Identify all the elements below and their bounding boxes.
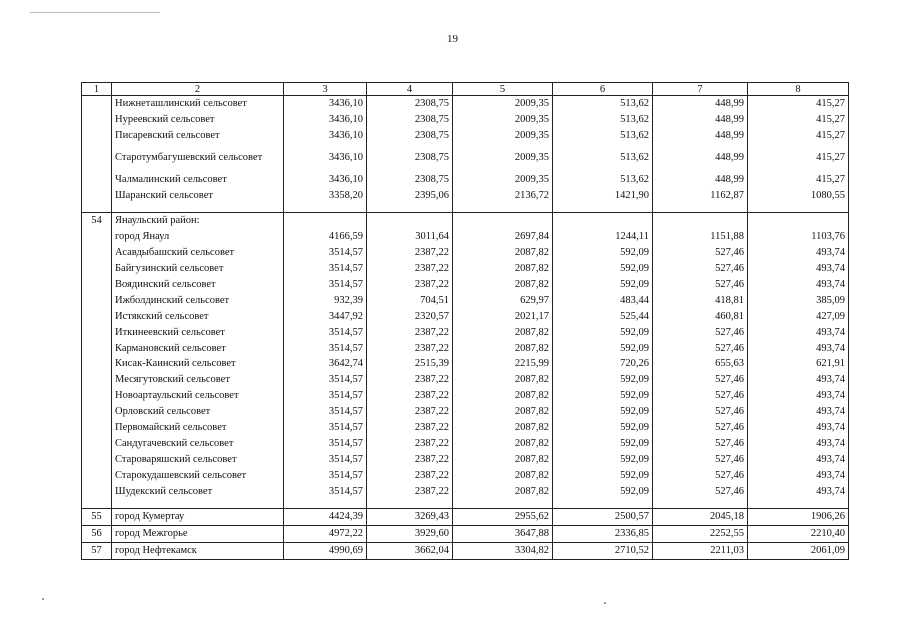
row-number bbox=[82, 144, 112, 172]
value-cell: 527,46 bbox=[653, 452, 748, 468]
scan-artifact-line bbox=[30, 12, 160, 13]
value-cell: 592,09 bbox=[553, 404, 653, 420]
row-number bbox=[82, 188, 112, 204]
value-cell: 720,26 bbox=[553, 356, 653, 372]
value-cell: 527,46 bbox=[653, 261, 748, 277]
empty-cell bbox=[112, 203, 284, 213]
value-cell: 3929,60 bbox=[367, 526, 453, 543]
scan-speck bbox=[604, 602, 606, 604]
row-number bbox=[82, 372, 112, 388]
value-cell: 2320,57 bbox=[367, 309, 453, 325]
value-cell: 513,62 bbox=[553, 112, 653, 128]
row-number bbox=[82, 388, 112, 404]
value-cell: 3647,88 bbox=[453, 526, 553, 543]
value-cell: 415,27 bbox=[748, 144, 849, 172]
value-cell: 2336,85 bbox=[553, 526, 653, 543]
table-row bbox=[82, 245, 849, 261]
value-cell: 493,74 bbox=[748, 468, 849, 484]
value-cell: 2087,82 bbox=[453, 245, 553, 261]
col-header: 3 bbox=[284, 83, 367, 96]
empty-cell bbox=[653, 499, 748, 509]
value-cell: 2308,75 bbox=[367, 96, 453, 112]
value-cell: 655,63 bbox=[653, 356, 748, 372]
settlement-name: Новоартаульский сельсовет bbox=[112, 388, 284, 404]
value-cell: 2211,03 bbox=[653, 543, 748, 560]
settlement-name: Месягутовский сельсовет bbox=[112, 372, 284, 388]
row-number bbox=[82, 245, 112, 261]
value-cell: 2136,72 bbox=[453, 188, 553, 204]
value-cell: 3514,57 bbox=[284, 245, 367, 261]
value-cell: 415,27 bbox=[748, 172, 849, 188]
value-cell: 1103,76 bbox=[748, 229, 849, 245]
table-body bbox=[82, 83, 849, 560]
spacer-row bbox=[82, 203, 849, 213]
col-header: 4 bbox=[367, 83, 453, 96]
empty-cell bbox=[553, 499, 653, 509]
value-cell: 2087,82 bbox=[453, 468, 553, 484]
settlement-name: город Кумертау bbox=[112, 509, 284, 526]
table-row bbox=[82, 452, 849, 468]
table-row bbox=[82, 526, 849, 543]
table-row bbox=[82, 144, 849, 172]
empty-cell bbox=[112, 499, 284, 509]
row-number bbox=[82, 261, 112, 277]
col-header: 5 bbox=[453, 83, 553, 96]
value-cell: 1906,26 bbox=[748, 509, 849, 526]
value-cell: 3514,57 bbox=[284, 436, 367, 452]
settlement-name: Шаранский сельсовет bbox=[112, 188, 284, 204]
value-cell: 3436,10 bbox=[284, 172, 367, 188]
value-cell: 2009,35 bbox=[453, 96, 553, 112]
value-cell: 2387,22 bbox=[367, 404, 453, 420]
table-row bbox=[82, 172, 849, 188]
row-number bbox=[82, 468, 112, 484]
value-cell: 493,74 bbox=[748, 341, 849, 357]
table-row bbox=[82, 112, 849, 128]
value-cell: 621,91 bbox=[748, 356, 849, 372]
settlement-name: Сандугачевский сельсовет bbox=[112, 436, 284, 452]
col-header: 7 bbox=[653, 83, 748, 96]
row-number bbox=[82, 341, 112, 357]
value-cell: 2087,82 bbox=[453, 372, 553, 388]
value-cell: 493,74 bbox=[748, 261, 849, 277]
value-cell: 2387,22 bbox=[367, 468, 453, 484]
value-cell: 2387,22 bbox=[367, 452, 453, 468]
value-cell: 592,09 bbox=[553, 436, 653, 452]
value-cell: 2308,75 bbox=[367, 144, 453, 172]
table-row bbox=[82, 277, 849, 293]
value-cell: 2387,22 bbox=[367, 261, 453, 277]
settlement-name: Воядинский сельсовет bbox=[112, 277, 284, 293]
settlement-name: Шудекский сельсовет bbox=[112, 484, 284, 500]
empty-cell bbox=[82, 203, 112, 213]
settlement-name: Нуреевский сельсовет bbox=[112, 112, 284, 128]
value-cell: 592,09 bbox=[553, 245, 653, 261]
value-cell: 1421,90 bbox=[553, 188, 653, 204]
value-cell: 448,99 bbox=[653, 144, 748, 172]
value-cell: 2021,17 bbox=[453, 309, 553, 325]
settlement-name: Орловский сельсовет bbox=[112, 404, 284, 420]
value-cell: 4424,39 bbox=[284, 509, 367, 526]
value-cell: 2087,82 bbox=[453, 420, 553, 436]
value-cell: 2515,39 bbox=[367, 356, 453, 372]
value-cell: 3514,57 bbox=[284, 277, 367, 293]
value-cell: 2387,22 bbox=[367, 436, 453, 452]
value-cell: 2387,22 bbox=[367, 277, 453, 293]
table-row bbox=[82, 436, 849, 452]
value-cell: 427,09 bbox=[748, 309, 849, 325]
value-cell: 493,74 bbox=[748, 452, 849, 468]
value-cell: 2387,22 bbox=[367, 325, 453, 341]
value-cell: 3514,57 bbox=[284, 341, 367, 357]
value-cell: 2045,18 bbox=[653, 509, 748, 526]
settlement-name: Кисак-Каинский сельсовет bbox=[112, 356, 284, 372]
empty-cell bbox=[82, 499, 112, 509]
row-number bbox=[82, 325, 112, 341]
value-cell: 3358,20 bbox=[284, 188, 367, 204]
value-cell: 3514,57 bbox=[284, 452, 367, 468]
settlement-name: Истякский сельсовет bbox=[112, 309, 284, 325]
row-number bbox=[82, 172, 112, 188]
value-cell: 3514,57 bbox=[284, 404, 367, 420]
row-number: 56 bbox=[82, 526, 112, 543]
value-cell: 3436,10 bbox=[284, 112, 367, 128]
value-cell: 483,44 bbox=[553, 293, 653, 309]
settlement-name: Байгузинский сельсовет bbox=[112, 261, 284, 277]
settlement-name: Писаревский сельсовет bbox=[112, 128, 284, 144]
value-cell: 3011,64 bbox=[367, 229, 453, 245]
group-title-row bbox=[82, 213, 849, 229]
value-cell: 527,46 bbox=[653, 388, 748, 404]
value-cell: 448,99 bbox=[653, 128, 748, 144]
table-row bbox=[82, 388, 849, 404]
spacer-row bbox=[82, 499, 849, 509]
value-cell: 592,09 bbox=[553, 372, 653, 388]
table-row bbox=[82, 468, 849, 484]
value-cell: 3514,57 bbox=[284, 388, 367, 404]
empty-cell bbox=[367, 499, 453, 509]
value-cell: 2387,22 bbox=[367, 341, 453, 357]
value-cell: 3514,57 bbox=[284, 261, 367, 277]
table-row bbox=[82, 293, 849, 309]
value-cell: 3436,10 bbox=[284, 128, 367, 144]
value-cell: 1080,55 bbox=[748, 188, 849, 204]
row-number bbox=[82, 356, 112, 372]
value-cell: 2087,82 bbox=[453, 404, 553, 420]
empty-cell bbox=[284, 213, 367, 229]
value-cell: 493,74 bbox=[748, 484, 849, 500]
empty-cell bbox=[748, 203, 849, 213]
value-cell: 2308,75 bbox=[367, 112, 453, 128]
empty-cell bbox=[553, 213, 653, 229]
col-header: 8 bbox=[748, 83, 849, 96]
settlement-name: Чалмалинский сельсовет bbox=[112, 172, 284, 188]
settlement-name: Кармановский сельсовет bbox=[112, 341, 284, 357]
value-cell: 2500,57 bbox=[553, 509, 653, 526]
value-cell: 448,99 bbox=[653, 172, 748, 188]
row-number bbox=[82, 484, 112, 500]
value-cell: 932,39 bbox=[284, 293, 367, 309]
empty-cell bbox=[553, 203, 653, 213]
empty-cell bbox=[453, 203, 553, 213]
value-cell: 493,74 bbox=[748, 372, 849, 388]
value-cell: 460,81 bbox=[653, 309, 748, 325]
page-number: 19 bbox=[447, 33, 458, 45]
value-cell: 2215,99 bbox=[453, 356, 553, 372]
row-number bbox=[82, 404, 112, 420]
empty-cell bbox=[453, 499, 553, 509]
empty-cell bbox=[748, 213, 849, 229]
table-row bbox=[82, 372, 849, 388]
table-row bbox=[82, 229, 849, 245]
value-cell: 3447,92 bbox=[284, 309, 367, 325]
value-cell: 513,62 bbox=[553, 144, 653, 172]
value-cell: 415,27 bbox=[748, 96, 849, 112]
value-cell: 592,09 bbox=[553, 468, 653, 484]
value-cell: 2955,62 bbox=[453, 509, 553, 526]
row-number: 57 bbox=[82, 543, 112, 560]
value-cell: 4990,69 bbox=[284, 543, 367, 560]
table-row bbox=[82, 309, 849, 325]
table-row bbox=[82, 356, 849, 372]
table-row bbox=[82, 96, 849, 112]
value-cell: 527,46 bbox=[653, 404, 748, 420]
scan-speck bbox=[42, 598, 44, 600]
value-cell: 493,74 bbox=[748, 388, 849, 404]
value-cell: 592,09 bbox=[553, 325, 653, 341]
settlement-name: город Нефтекамск bbox=[112, 543, 284, 560]
settlement-name: Нижнеташлинский сельсовет bbox=[112, 96, 284, 112]
value-cell: 493,74 bbox=[748, 404, 849, 420]
value-cell: 527,46 bbox=[653, 277, 748, 293]
empty-cell bbox=[653, 203, 748, 213]
value-cell: 592,09 bbox=[553, 420, 653, 436]
value-cell: 2061,09 bbox=[748, 543, 849, 560]
value-cell: 2308,75 bbox=[367, 128, 453, 144]
value-cell: 527,46 bbox=[653, 245, 748, 261]
value-cell: 527,46 bbox=[653, 468, 748, 484]
district-title: Янаульский район: bbox=[112, 213, 284, 229]
settlement-name: Первомайский сельсовет bbox=[112, 420, 284, 436]
value-cell: 2308,75 bbox=[367, 172, 453, 188]
value-cell: 592,09 bbox=[553, 277, 653, 293]
value-cell: 592,09 bbox=[553, 452, 653, 468]
col-header: 6 bbox=[553, 83, 653, 96]
value-cell: 525,44 bbox=[553, 309, 653, 325]
value-cell: 3514,57 bbox=[284, 468, 367, 484]
settlement-name: Старотумбагушевский сельсовет bbox=[112, 144, 284, 172]
table-row bbox=[82, 420, 849, 436]
value-cell: 3642,74 bbox=[284, 356, 367, 372]
value-cell: 2087,82 bbox=[453, 484, 553, 500]
value-cell: 2087,82 bbox=[453, 388, 553, 404]
value-cell: 3514,57 bbox=[284, 420, 367, 436]
row-number bbox=[82, 309, 112, 325]
row-number bbox=[82, 128, 112, 144]
value-cell: 2087,82 bbox=[453, 325, 553, 341]
table-row bbox=[82, 543, 849, 560]
row-number bbox=[82, 420, 112, 436]
value-cell: 2087,82 bbox=[453, 452, 553, 468]
value-cell: 4972,22 bbox=[284, 526, 367, 543]
empty-cell bbox=[367, 213, 453, 229]
table-row bbox=[82, 509, 849, 526]
value-cell: 2697,84 bbox=[453, 229, 553, 245]
value-cell: 513,62 bbox=[553, 128, 653, 144]
value-cell: 448,99 bbox=[653, 112, 748, 128]
row-number: 55 bbox=[82, 509, 112, 526]
value-cell: 3514,57 bbox=[284, 372, 367, 388]
value-cell: 415,27 bbox=[748, 112, 849, 128]
table-row bbox=[82, 484, 849, 500]
settlement-name: Асавдыбашский сельсовет bbox=[112, 245, 284, 261]
value-cell: 415,27 bbox=[748, 128, 849, 144]
settlement-name: город Янаул bbox=[112, 229, 284, 245]
table-row bbox=[82, 188, 849, 204]
value-cell: 385,09 bbox=[748, 293, 849, 309]
value-cell: 4166,59 bbox=[284, 229, 367, 245]
value-cell: 2387,22 bbox=[367, 388, 453, 404]
value-cell: 493,74 bbox=[748, 325, 849, 341]
value-cell: 3514,57 bbox=[284, 325, 367, 341]
value-cell: 2087,82 bbox=[453, 341, 553, 357]
value-cell: 2387,22 bbox=[367, 420, 453, 436]
settlement-name: Ижболдинский сельсовет bbox=[112, 293, 284, 309]
empty-cell bbox=[653, 213, 748, 229]
value-cell: 2087,82 bbox=[453, 436, 553, 452]
value-cell: 3304,82 bbox=[453, 543, 553, 560]
value-cell: 2009,35 bbox=[453, 112, 553, 128]
value-cell: 2009,35 bbox=[453, 172, 553, 188]
value-cell: 2009,35 bbox=[453, 144, 553, 172]
empty-cell bbox=[748, 499, 849, 509]
row-number bbox=[82, 436, 112, 452]
table-row bbox=[82, 404, 849, 420]
settlement-name: Старокудашевский сельсовет bbox=[112, 468, 284, 484]
value-cell: 2395,06 bbox=[367, 188, 453, 204]
row-number bbox=[82, 277, 112, 293]
value-cell: 527,46 bbox=[653, 420, 748, 436]
value-cell: 2252,55 bbox=[653, 526, 748, 543]
col-header: 2 bbox=[112, 83, 284, 96]
value-cell: 2087,82 bbox=[453, 277, 553, 293]
empty-cell bbox=[367, 203, 453, 213]
value-cell: 2387,22 bbox=[367, 372, 453, 388]
value-cell: 527,46 bbox=[653, 325, 748, 341]
row-number bbox=[82, 452, 112, 468]
value-cell: 592,09 bbox=[553, 388, 653, 404]
table-row bbox=[82, 341, 849, 357]
value-cell: 513,62 bbox=[553, 172, 653, 188]
value-cell: 527,46 bbox=[653, 341, 748, 357]
value-cell: 2710,52 bbox=[553, 543, 653, 560]
value-cell: 493,74 bbox=[748, 436, 849, 452]
row-number: 54 bbox=[82, 213, 112, 229]
value-cell: 592,09 bbox=[553, 261, 653, 277]
settlement-name: Староваряшский сельсовет bbox=[112, 452, 284, 468]
row-number bbox=[82, 112, 112, 128]
value-cell: 493,74 bbox=[748, 420, 849, 436]
value-cell: 592,09 bbox=[553, 484, 653, 500]
row-number bbox=[82, 293, 112, 309]
value-cell: 513,62 bbox=[553, 96, 653, 112]
row-number bbox=[82, 229, 112, 245]
empty-cell bbox=[284, 203, 367, 213]
col-header: 1 bbox=[82, 83, 112, 96]
value-cell: 2009,35 bbox=[453, 128, 553, 144]
empty-cell bbox=[284, 499, 367, 509]
header-row bbox=[82, 83, 849, 96]
value-cell: 592,09 bbox=[553, 341, 653, 357]
value-cell: 2087,82 bbox=[453, 261, 553, 277]
value-cell: 2387,22 bbox=[367, 484, 453, 500]
value-cell: 493,74 bbox=[748, 277, 849, 293]
data-table bbox=[81, 82, 849, 560]
value-cell: 3269,43 bbox=[367, 509, 453, 526]
empty-cell bbox=[453, 213, 553, 229]
value-cell: 3662,04 bbox=[367, 543, 453, 560]
value-cell: 527,46 bbox=[653, 484, 748, 500]
value-cell: 527,46 bbox=[653, 372, 748, 388]
value-cell: 1151,88 bbox=[653, 229, 748, 245]
table-row bbox=[82, 261, 849, 277]
settlement-name: город Межгорье bbox=[112, 526, 284, 543]
value-cell: 3436,10 bbox=[284, 144, 367, 172]
value-cell: 2210,40 bbox=[748, 526, 849, 543]
value-cell: 3514,57 bbox=[284, 484, 367, 500]
value-cell: 704,51 bbox=[367, 293, 453, 309]
settlement-name: Иткинеевский сельсовет bbox=[112, 325, 284, 341]
value-cell: 629,97 bbox=[453, 293, 553, 309]
value-cell: 493,74 bbox=[748, 245, 849, 261]
value-cell: 2387,22 bbox=[367, 245, 453, 261]
value-cell: 1244,11 bbox=[553, 229, 653, 245]
value-cell: 418,81 bbox=[653, 293, 748, 309]
table-row bbox=[82, 325, 849, 341]
row-number bbox=[82, 96, 112, 112]
table-row bbox=[82, 128, 849, 144]
value-cell: 527,46 bbox=[653, 436, 748, 452]
value-cell: 1162,87 bbox=[653, 188, 748, 204]
value-cell: 448,99 bbox=[653, 96, 748, 112]
value-cell: 3436,10 bbox=[284, 96, 367, 112]
